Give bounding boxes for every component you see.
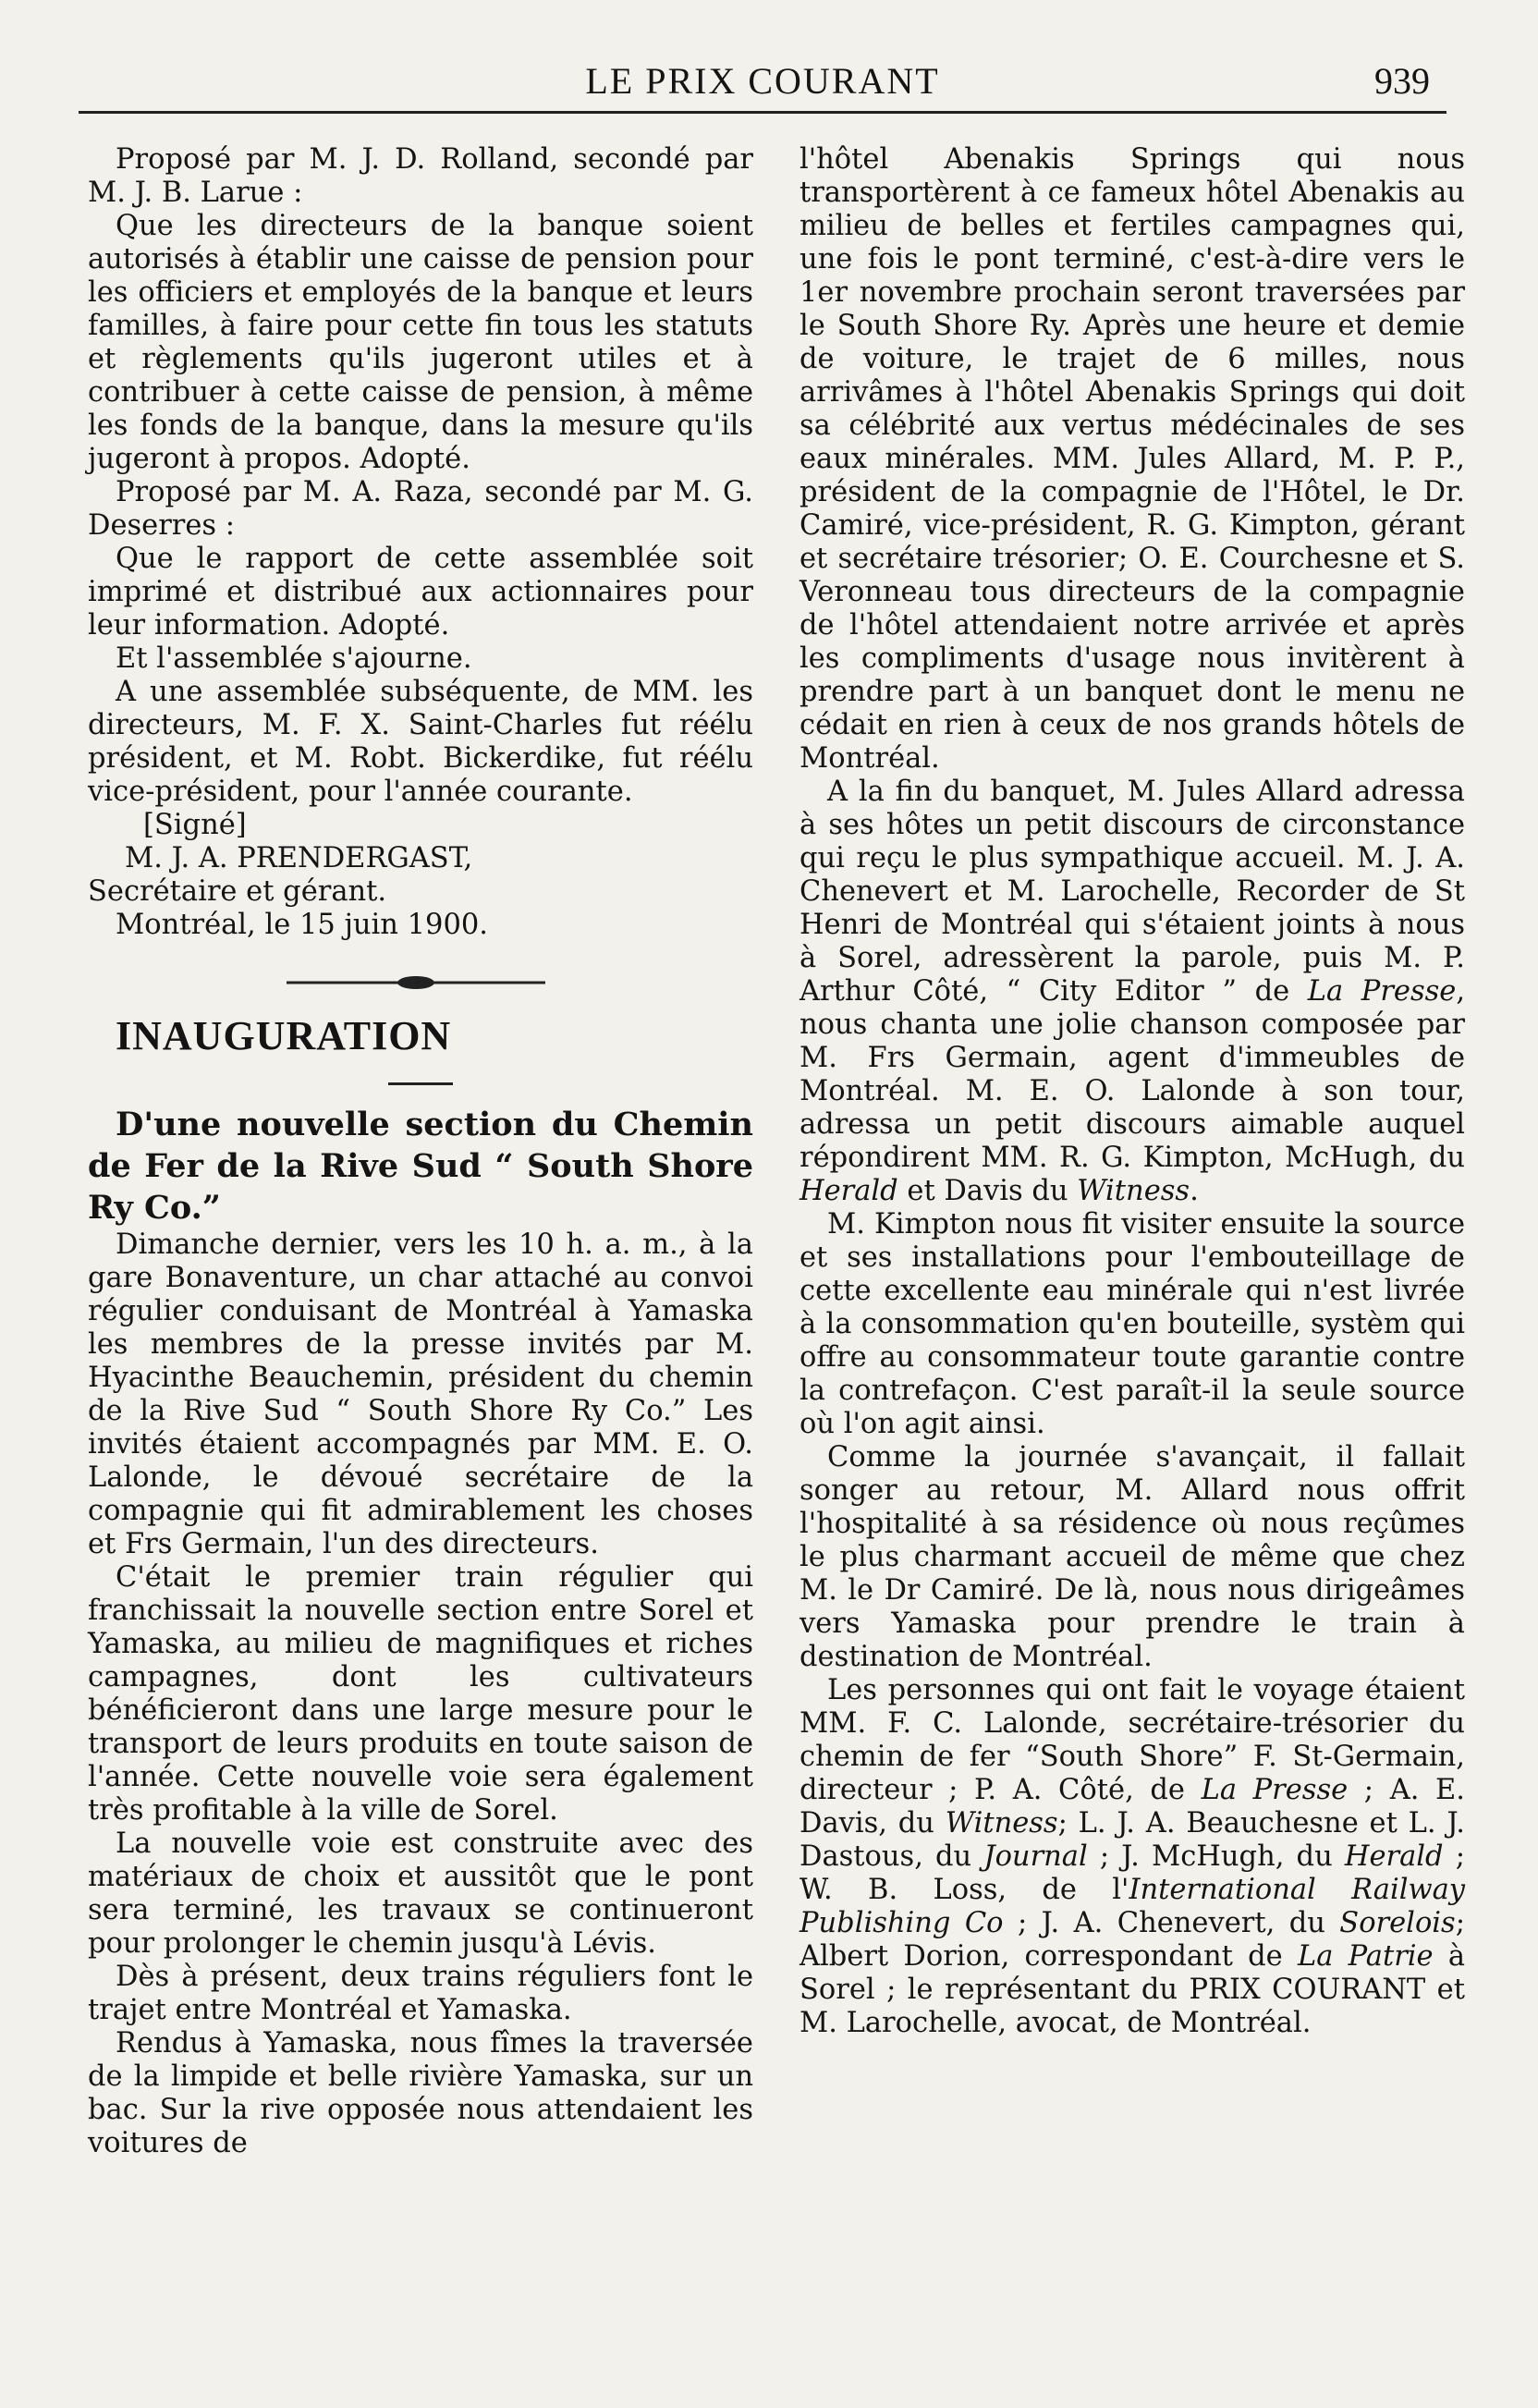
paragraph: C'était le premier train régulier qui franchissait la nouvelle section entre Sorel et Yamaska, au milieu de magnifiques et riches campagnes, dont les cultivateurs bénéficieront dans une large mesure pour le transport de leurs produits en toute saison de l'année. Cette nouvelle voie sera également très profitable à la ville de Sorel. bbox=[88, 1561, 753, 1827]
signatory-title: Secrétaire et gérant. bbox=[88, 875, 387, 908]
text-run: ; W. B. Loss, de l' bbox=[800, 1840, 1465, 1906]
paragraph: Que les directeurs de la banque soient autorisés à établir une caisse de pension pour les officiers et employés de la banque et leurs familles, à faire pour cette fin tous les statuts et règlements qu'ils jugeront utiles et à contribuer à cette caisse de pension, à même les fonds de la banque, dans la mesure qu'ils jugeront à propos. Adopté. bbox=[88, 210, 753, 475]
text-run: A la fin du banquet, M. Jules Allard adressa à ses hôtes un petit discours de circonstance qui reçu le plus sympathique accueil. M. J. A. Chenevert et M. Larochelle, Recorder de St Henri de Montréal qui s'étaient joints à nous à Sorel, adressèrent la parole, puis M. P. Arthur Côté, “ City Editor ” de bbox=[800, 776, 1465, 1008]
newspaper-name: International Railway Publishing Co bbox=[800, 1874, 1465, 1939]
ornament-divider-icon bbox=[287, 973, 545, 992]
newspaper-name: La Presse bbox=[1201, 1774, 1349, 1806]
text-run: et Davis du bbox=[897, 1175, 1078, 1207]
ornamental-rule bbox=[88, 955, 753, 1010]
paragraph: Que le rapport de cette assemblée soit imprimé et distribué aux actionnaires pour leur information. Adopté. bbox=[88, 543, 753, 642]
signed-mark: [Signé] bbox=[143, 809, 247, 841]
paragraph: l'hôtel Abenakis Springs qui nous transportèrent à ce fameux hôtel Abenakis au milieu de belles et fertiles campagnes qui, une fois le pont terminé, c'est-à-dire vers le 1er novembre prochain seront traversées par le South Shore Ry. Après une heure et demie de voiture, le trajet de 6 milles, nous arrivâmes à l'hôtel Abenakis Springs qui doit sa célébrité aux vertus médécinales de ses eaux minérales. MM. Jules Allard, M. P. P., président de la compagnie de l'Hôtel, le Dr. Camiré, vice-président, R. G. Kimpton, gérant et secrétaire trésorier; O. E. Courchesne et S. Veronneau tous directeurs de la compagnie de l'hôtel attendaient notre arrivée et après les compliments d'usage nous invitèrent à prendre part à un banquet dont le menu ne cédait en rien à ceux de nos grands hôtels de Montréal. bbox=[800, 143, 1465, 775]
page-header bbox=[79, 54, 1446, 114]
text-run: ; J. A. Chenevert, du bbox=[1003, 1907, 1340, 1939]
newspaper-name: Witness bbox=[945, 1807, 1058, 1840]
text-run: à Sorel ; le représentant du PRIX COURANT et M. Larochelle, avocat, de Montréal. bbox=[800, 1940, 1465, 2039]
paragraph bbox=[800, 1674, 1465, 2040]
text-run: ; L. J. A. Beauchesne et L. J. Dastous, du bbox=[800, 1807, 1465, 1873]
paragraph: Dès à présent, deux trains réguliers font le trajet entre Montréal et Yamaska. bbox=[88, 1961, 753, 2026]
text-run: Les personnes qui ont fait le voyage étaient MM. F. C. Lalonde, secrétaire-trésorier du chemin de fer “South Shore” F. St-Germain, directeur ; P. A. Côté, de bbox=[800, 1674, 1465, 1806]
paragraph: Rendus à Yamaska, nous fîmes la traversée de la limpide et belle rivière Yamaska, sur un bac. Sur la rive opposée nous attendaient les voitures de bbox=[88, 2027, 753, 2159]
right-column bbox=[800, 143, 1465, 2040]
newspaper-name: La Patrie bbox=[1297, 1940, 1434, 1973]
paragraph: Proposé par M. J. D. Rolland, secondé par M. J. B. Larue : bbox=[88, 143, 753, 209]
title-divider bbox=[388, 1082, 453, 1085]
paragraph: Comme la journée s'avançait, il fallait songer au retour, M. Allard nous offrit l'hospitalité à sa résidence où nous reçûmes le plus charmant accueil de même que chez M. le Dr Camiré. De là, nous nous dirigeâmes vers Yamaska pour prendre le train à destination de Montréal. bbox=[800, 1441, 1465, 1673]
newspaper-name: Journal bbox=[983, 1840, 1088, 1873]
paragraph: Dimanche dernier, vers les 10 h. a. m., à la gare Bonaventure, un char attaché au convoi régulier conduisant de Montréal à Yamaska les membres de la presse invités par M. Hyacinthe Beauchemin, président du chemin de la Rive Sud “ South Shore Ry Co.” Les invités étaient accompagnés par MM. E. O. Lalonde, le dévoué secrétaire de la compagnie qui fit admirablement les choses et Frs Germain, l'un des directeurs. bbox=[88, 1228, 753, 1560]
paragraph: Et l'assemblée s'ajourne. bbox=[116, 642, 472, 675]
paragraph: M. Kimpton nous fit visiter ensuite la source et ses installations pour l'embouteillage de cette excellente eau minérale qui n'est livrée à la consommation qu'en bouteille, systèm qui offre au consommateur toute garantie contre la contrefaçon. C'est paraît-il la seule source où l'on agit ainsi. bbox=[800, 1208, 1465, 1440]
newspaper-name: Herald bbox=[800, 1175, 898, 1207]
paragraph: A une assemblée subséquente, de MM. les directeurs, M. F. X. Saint-Charles fut réélu président, et M. Robt. Bickerdike, fut réélu vice-président, pour l'année courante. bbox=[88, 676, 753, 808]
newspaper-name: La Presse bbox=[1307, 975, 1457, 1008]
newspaper-name: Sorelois bbox=[1339, 1907, 1456, 1939]
text-run: . bbox=[1190, 1175, 1199, 1207]
signature-date: Montréal, le 15 juin 1900. bbox=[116, 909, 488, 941]
text-run: ; J. McHugh, du bbox=[1087, 1840, 1345, 1873]
paragraph: Proposé par M. A. Raza, secondé par M. G. Deserres : bbox=[88, 476, 753, 542]
paragraph bbox=[800, 776, 1465, 1208]
newspaper-name: Herald bbox=[1344, 1840, 1444, 1873]
text-run: ; Albert Dorion, correspondant de bbox=[800, 1907, 1465, 1973]
newspaper-name: Witness bbox=[1077, 1175, 1190, 1207]
text-run: ; A. E. Davis, du bbox=[800, 1774, 1466, 1840]
paragraph: La nouvelle voie est construite avec des matériaux de choix et aussitôt que le pont sera terminé, les travaux se continueront pour prolonger le chemin jusqu'à Lévis. bbox=[88, 1827, 753, 1960]
text-run: , nous chanta une jolie chanson composée par M. Frs Germain, agent d'immeubles de Montréal. M. E. O. Lalonde à son tour, adressa un petit discours aimable auquel répondirent MM. R. G. Kimpton, McHugh, du bbox=[800, 975, 1466, 1174]
left-column bbox=[88, 143, 753, 2160]
running-title: LE PRIX COURANT bbox=[585, 60, 940, 102]
section-title: INAUGURATION bbox=[116, 1013, 452, 1058]
page-number: 939 bbox=[1374, 60, 1430, 102]
article-subtitle: D'une nouvelle section du Chemin de Fer de la Rive Sud “ South Shore Ry Co.” bbox=[88, 1106, 753, 1227]
signatory-name: M. J. A. PRENDERGAST, bbox=[125, 842, 473, 874]
